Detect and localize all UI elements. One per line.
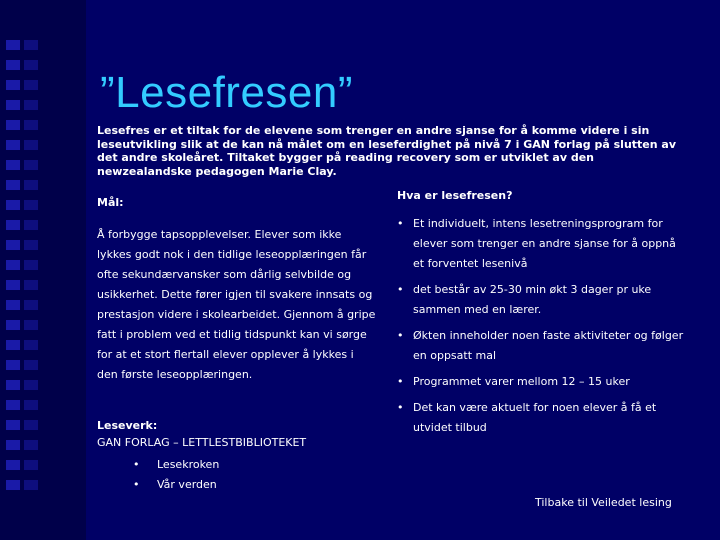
leseverk-publisher: GAN FORLAG – LETTLESTBIBLIOTEKET: [97, 436, 307, 449]
list-item: • det består av 25-30 min økt 3 dager pr uke sammen med en lærer.: [397, 280, 687, 320]
list-item: • Et individuelt, intens lesetreningsprogram for elever som trenger en andre sjanse for å oppnå et forventet lesenivå: [397, 214, 687, 274]
list-item: • Programmet varer mellom 12 – 15 uker: [397, 372, 687, 392]
decorative-squares: [6, 40, 20, 500]
back-link[interactable]: Tilbake til Veiledet lesing: [535, 496, 672, 509]
about-list: [397, 214, 687, 438]
page-title: ”Lesefresen”: [100, 68, 354, 117]
left-decorative-band: [0, 0, 86, 540]
bullet-icon: •: [397, 217, 404, 230]
bullet-icon: •: [397, 375, 404, 388]
list-item: • Vår verden: [97, 475, 306, 495]
goal-text: Å forbygge tapsopplevelser. Elever som ikke lykkes godt nok i den tidlige leseopplæringen får ofte sekundærvansker som dårlig selvbilde og usikkerhet. Dette fører igjen til svakere innsats og prestasjon videre i skolearbeidet. Gjennom å gripe fatt i problem ved et tidlig tidspunkt kan vi sørge for at et stort flertall elever opplever å lykkes i den første leseopplæringen.: [97, 228, 376, 381]
bullet-icon: •: [133, 458, 140, 471]
list-item: • Økten inneholder noen faste aktiviteter og følger en oppsatt mal: [397, 326, 687, 366]
decorative-squares-secondary: [24, 40, 38, 500]
bullet-icon: •: [397, 401, 404, 414]
about-section: [397, 189, 687, 444]
list-item: • Det kan være aktuelt for noen elever å få et utvidet tilbud: [397, 398, 687, 438]
bullet-icon: •: [397, 329, 404, 342]
bullet-icon: •: [397, 283, 404, 296]
bullet-icon: •: [133, 478, 140, 491]
leseverk-section: [97, 419, 306, 495]
intro-paragraph: Lesefres er et tiltak for de elevene som trenger en andre sjanse for å komme videre i sin leseutvikling slik at de kan nå målet om en leseferdighet på nivå 7 i GAN forlag på slutten av det andre skoleåret. Tiltaket bygger på reading recovery som er utviklet av den newzealandske pedagogen Marie Clay.: [97, 124, 677, 178]
list-item: • Lesekroken: [97, 455, 306, 475]
goal-section: [97, 196, 377, 385]
leseverk-heading: Leseverk:: [97, 419, 158, 432]
leseverk-list: [97, 455, 306, 495]
about-heading: Hva er lesefresen?: [397, 189, 513, 202]
goal-heading: Mål:: [97, 196, 124, 209]
